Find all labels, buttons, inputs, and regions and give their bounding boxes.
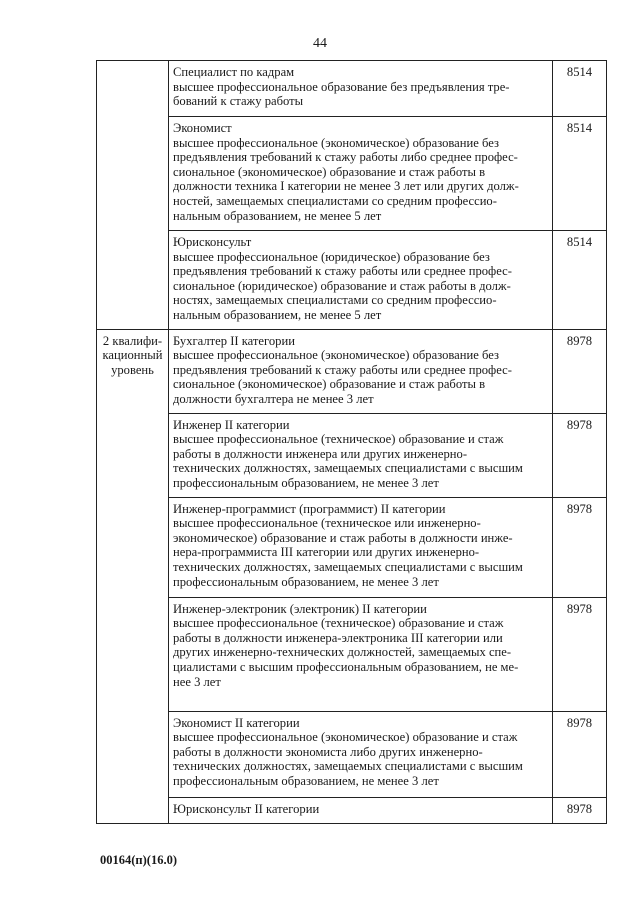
position-title: Юрисконсульт: [173, 235, 252, 249]
salary-value: 8978: [553, 797, 607, 823]
position-title: Экономист: [173, 121, 232, 135]
position-cell: [169, 231, 553, 330]
position-title: Инженер-программист (программист) II категории: [173, 501, 446, 516]
document-code: 00164(п)(16.0): [100, 853, 177, 867]
position-cell: [169, 797, 553, 823]
salary-table: [96, 60, 607, 824]
salary-value: 8514: [553, 231, 607, 330]
salary-value: 8514: [553, 117, 607, 231]
salary-value: 8514: [553, 61, 607, 117]
qualification-level-label: 2 квалифи- кационный уровень: [102, 333, 163, 377]
position-title: Бухгалтер II категории: [173, 333, 295, 348]
position-requirements: высшее профессиональное (экономическое) образование и стаж работы в должности экономиста либо других инженерно- технических должностях, замещаемых специалистами с высшим профессиональным образованием, не менее 3 лет: [173, 730, 523, 788]
position-requirements: высшее профессиональное (техническое) образование и стаж работы в должности инженера или других инженерно- технических должностях, замещаемых специалистами с высшим профессиональным образованием, не менее 3 лет: [173, 432, 523, 490]
position-requirements: высшее профессиональное (экономическое) образование без предъявления требований к стажу работы либо среднее профес- сиональное (экономическое) образование и стаж работы в должности техника I категории не менее 3 лет или других долж- ностей, замещаемых специалистами со средним профессио- нальным образованием, не менее 5 лет: [173, 135, 519, 223]
qualification-level-cell: [97, 329, 169, 823]
salary-value: 8978: [553, 329, 607, 413]
table-row: [97, 329, 607, 413]
position-requirements: высшее профессиональное (юридическое) образование без предъявления требований к стажу работы или среднее профес- сиональное (юридическое) образование и стаж работы в долж- ностях, замещаемых специалистами со средним профессио- нальным образованием, не менее 5 лет: [173, 249, 512, 322]
salary-value: 8978: [553, 413, 607, 497]
salary-value: 8978: [553, 711, 607, 797]
table-row: [97, 797, 607, 823]
salary-value: 8978: [553, 597, 607, 711]
position-requirements: высшее профессиональное образование без предъявления тре- бований к стажу работы: [173, 79, 510, 109]
level-cell-empty: [97, 61, 169, 330]
position-cell: [169, 497, 553, 597]
position-cell: [169, 413, 553, 497]
table-row: [97, 117, 607, 231]
table-row: [97, 413, 607, 497]
position-cell: [169, 61, 553, 117]
position-title: Специалист по кадрам: [173, 65, 295, 79]
table-row: [97, 597, 607, 711]
position-title: Юрисконсульт II категории: [173, 801, 320, 816]
position-cell: [169, 329, 553, 413]
table-body: [97, 61, 607, 824]
position-requirements: высшее профессиональное (экономическое) образование без предъявления требований к стажу работы или среднее профес- сиональное (экономическое) образование и стаж работы в должности бухгалтера не менее 3 лет: [173, 348, 512, 406]
page-number: 44: [313, 36, 327, 51]
position-requirements: высшее профессиональное (техническое) образование и стаж работы в должности инженера-электроника III категории или других инженерно-технических должностей, замещаемых спе- циалистами с высшим профессиональным образованием, не ме- нее 3 лет: [173, 616, 519, 689]
position-title: Инженер-электроник (электроник) II категории: [173, 601, 427, 616]
table-row: [97, 497, 607, 597]
salary-value: 8978: [553, 497, 607, 597]
position-title: Экономист II категории: [173, 715, 300, 730]
position-cell: [169, 597, 553, 711]
position-title: Инженер II категории: [173, 417, 290, 432]
position-cell: [169, 711, 553, 797]
position-cell: [169, 117, 553, 231]
table-row: [97, 711, 607, 797]
table-row: [97, 231, 607, 330]
position-requirements: высшее профессиональное (техническое или инженерно- экономическое) образование и стаж работы в должности инже- нера-программиста III категории или других инженерно- технических должностях, замещаемых специалистами с высшим профессиональным образованием, не менее 3 лет: [173, 516, 523, 589]
table-row: [97, 61, 607, 117]
